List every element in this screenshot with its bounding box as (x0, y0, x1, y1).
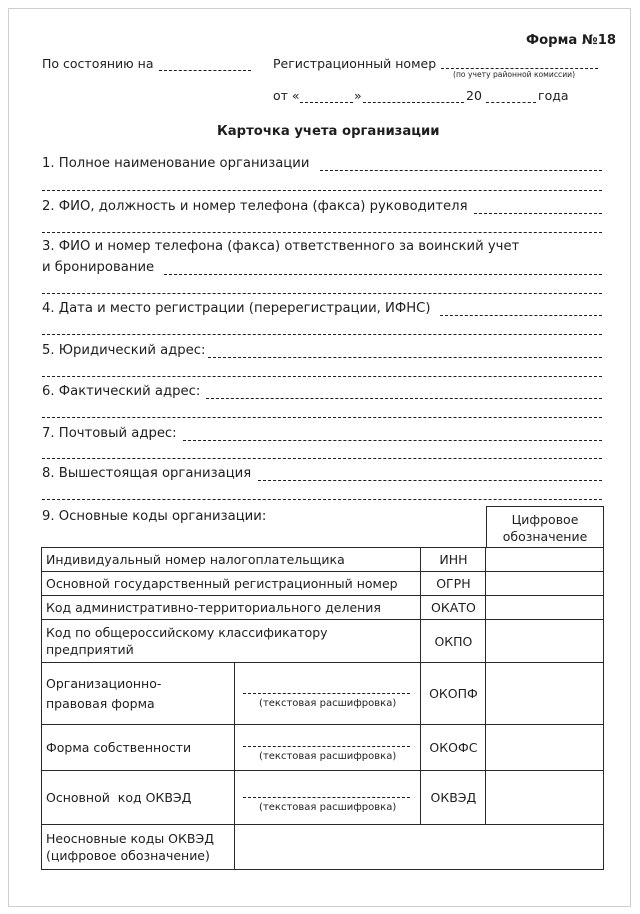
field-6-line-2[interactable] (42, 417, 602, 418)
field-6-line[interactable] (206, 398, 602, 399)
table-row (42, 725, 604, 771)
digital-header (486, 506, 604, 547)
reg-number-note: (по учету районной комиссии) (453, 70, 576, 79)
field-8-line[interactable] (258, 480, 602, 481)
field-3-label-2: и бронирование (42, 260, 155, 275)
row-code: ИНН (421, 548, 486, 572)
month-field[interactable] (363, 102, 464, 103)
digital-header-line-1: Цифровое (511, 512, 579, 527)
row-value-cell[interactable] (486, 572, 604, 596)
reg-number-field[interactable] (441, 68, 598, 69)
row-label: Основной код ОКВЭД (42, 771, 235, 825)
decoding-note: (текстовая расшифровка) (259, 697, 397, 709)
row-value-cell[interactable] (486, 663, 604, 725)
row-code: ОКАТО (421, 596, 486, 620)
row-code: ОГРН (421, 572, 486, 596)
year-suffix: года (538, 88, 569, 103)
reg-number-label: Регистрационный номер (273, 56, 437, 71)
field-4-line-2[interactable] (42, 334, 602, 335)
day-field[interactable] (300, 102, 353, 103)
decoding-field[interactable] (243, 693, 411, 694)
row-label: Код по общероссийскому классификатору (46, 625, 328, 640)
year-field[interactable] (486, 102, 536, 103)
row-code: ОКОПФ (421, 663, 486, 725)
page-title: Карточка учета организации (217, 124, 440, 139)
as-of-field[interactable] (159, 70, 251, 71)
field-4-label: 4. Дата и место регистрации (перерегистрации, ИФНС) (42, 301, 431, 316)
row-value-cell[interactable] (486, 548, 604, 572)
decoding-field[interactable] (243, 797, 411, 798)
field-1-label: 1. Полное наименование организации (42, 156, 310, 171)
row-label-2: правовая форма (46, 695, 155, 711)
digital-header-line-2: обозначение (502, 529, 588, 544)
field-2-label: 2. ФИО, должность и номер телефона (факса) руководителя (42, 199, 468, 214)
table-row (42, 771, 604, 825)
field-5-label: 5. Юридический адрес: (42, 343, 206, 358)
field-5-line-2[interactable] (42, 376, 602, 377)
table-row (42, 548, 604, 572)
decoding-note: (текстовая расшифровка) (259, 750, 397, 762)
decoding-field[interactable] (243, 746, 411, 747)
field-8-label: 8. Вышестоящая организация (42, 466, 252, 481)
field-4-line[interactable] (440, 315, 602, 316)
from-prefix: от « (273, 88, 300, 103)
row-label: Код административно-территориального деления (42, 596, 421, 620)
field-9-label: 9. Основные коды организации: (42, 509, 267, 524)
field-7-line-2[interactable] (42, 458, 602, 459)
row-label: Индивидуальный номер налогоплательщика (42, 548, 421, 572)
field-2-line-2[interactable] (42, 232, 602, 233)
field-2-line[interactable] (474, 213, 602, 214)
field-7-label: 7. Почтовый адрес: (42, 426, 177, 441)
table-row (42, 596, 604, 620)
table-row (42, 620, 604, 663)
row-label: Неосновные коды ОКВЭД (46, 831, 214, 846)
row-label-2: предприятий (46, 642, 134, 657)
field-3-label: 3. ФИО и номер телефона (факса) ответственного за воинский учет (42, 239, 520, 254)
form-number: Форма №18 (526, 33, 617, 48)
decoding-note: (текстовая расшифровка) (259, 801, 397, 813)
row-code: ОКВЭД (421, 771, 486, 825)
field-1-line-2[interactable] (42, 190, 602, 191)
codes-table (41, 547, 604, 870)
row-label: Форма собственности (42, 725, 235, 771)
row-code: ОКОФС (421, 725, 486, 771)
row-label: Организационно- (46, 675, 162, 691)
field-3-line[interactable] (164, 274, 602, 275)
field-7-line[interactable] (183, 440, 602, 441)
field-1-line[interactable] (320, 170, 602, 171)
row-label-2: (цифровое обозначение) (46, 848, 210, 863)
field-8-line-2[interactable] (42, 499, 602, 500)
table-row (42, 572, 604, 596)
table-row (42, 663, 604, 725)
field-6-label: 6. Фактический адрес: (42, 384, 201, 399)
row-value-cell[interactable] (486, 725, 604, 771)
row-value-cell[interactable] (486, 620, 604, 663)
field-3-line-2[interactable] (42, 293, 602, 294)
secondary-codes-value-cell[interactable] (234, 825, 603, 870)
from-mid: » (354, 88, 362, 103)
year-prefix: 20 (466, 88, 482, 103)
row-code: ОКПО (421, 620, 486, 663)
as-of-label: По состоянию на (42, 56, 154, 71)
row-label: Основной государственный регистрационный номер (42, 572, 421, 596)
row-value-cell[interactable] (486, 771, 604, 825)
table-row (42, 825, 604, 870)
row-value-cell[interactable] (486, 596, 604, 620)
field-5-line[interactable] (208, 357, 602, 358)
